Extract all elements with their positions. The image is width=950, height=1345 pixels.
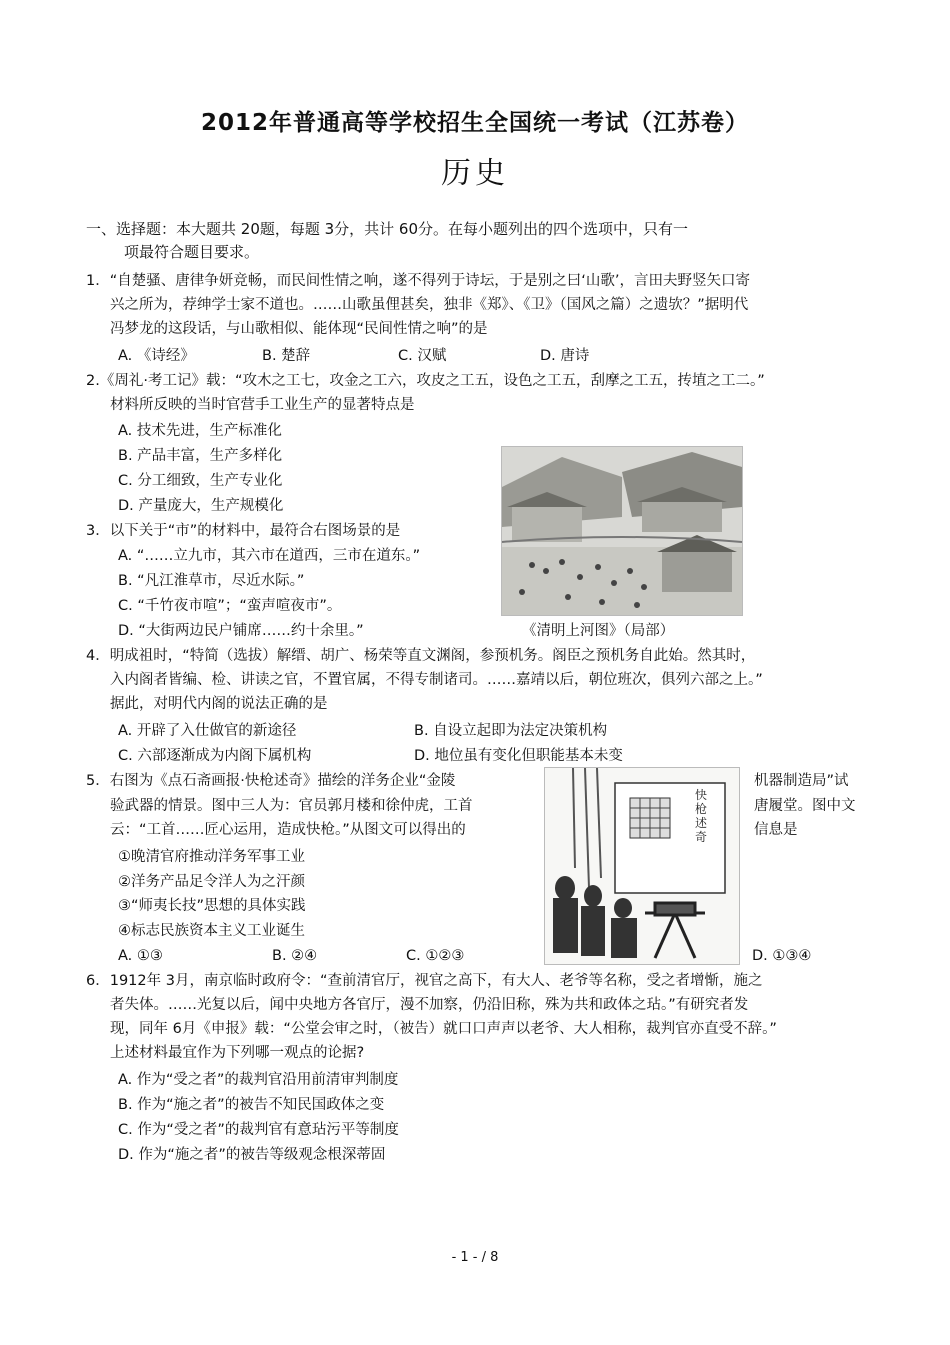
q6-option-b: B. 作为“施之者”的被告不知民国政体之变 (118, 1097, 385, 1113)
qingming-caption: 《清明上河图》（局部） (522, 623, 675, 639)
q2-stem-line2: 材料所反映的当时官营手工业生产的显著特点是 (110, 397, 415, 413)
q4-stem-line3: 据此，对明代内阁的说法正确的是 (110, 696, 328, 712)
q3-option-c: C. “千竹夜市喧”；“蛮声喧夜市”。 (118, 598, 342, 614)
q5-stem-line3-right: 信息是 (754, 822, 798, 838)
q4-option-b: B. 自设立起即为法定决策机构 (414, 723, 608, 739)
q5-option-b: B. ②④ (272, 948, 318, 964)
q3-option-a: A. “……立九市，其六市在道西，三市在道东。” (118, 548, 421, 564)
q2-stem-line1: 2.《周礼·考工记》载：“攻木之工七，攻金之工六，攻皮之工五，设色之工五，刮摩之工五，抟埴之工二。” (86, 373, 765, 389)
q5-stem-line1-right: 机器制造局”试 (754, 773, 849, 789)
q4-option-d: D. 地位虽有变化但职能基本未变 (414, 748, 623, 764)
q6-stem-line3: 现，同年 6月《申报》载：“公堂会审之时，（被告）就口口声声以老爷、大人相称，裁判官亦直受不辞。” (110, 1021, 777, 1037)
q2-option-a: A. 技术先进，生产标准化 (118, 423, 282, 439)
q1-stem-line1: 1．“自楚骚、唐律争妍竞畅，而民间性情之响，遂不得列于诗坛，于是别之曰‘山歌’，言田夫野竖矢口寄 (86, 273, 750, 289)
q2-option-c: C. 分工细致，生产专业化 (118, 473, 283, 489)
q4-option-c: C. 六部逐渐成为内阁下属机构 (118, 748, 312, 764)
q2-option-d: D. 产量庞大，生产规模化 (118, 498, 284, 514)
q4-stem-line2: 入内阁者皆编、检、讲读之官，不置官属，不得专制诸司。……嘉靖以后，朝位班次，俱列六部之上。” (110, 672, 763, 688)
q6-option-c: C. 作为“受之者”的裁判官有意玷污平等制度 (118, 1122, 399, 1138)
q1-stem-line3: 冯梦龙的这段话，与山歌相似、能体现“民间性情之响”的是 (110, 321, 488, 337)
q6-stem-line2: 者失体。……光复以后，闻中央地方各官厅，漫不加察，仍沿旧称，殊为共和政体之玷。”有研究者发 (110, 997, 749, 1013)
section-heading-line2: 项最符合题目要求。 (124, 243, 260, 261)
q5-option-c: C. ①②③ (406, 948, 465, 964)
page-number: - 1 - / 8 (451, 1250, 499, 1265)
q4-option-a: A. 开辟了入仕做官的新途径 (118, 723, 297, 739)
q1-option-b: B. 楚辞 (262, 348, 311, 364)
q1-option-d: D. 唐诗 (540, 348, 590, 364)
kuaiqiang-shuqi-image (544, 767, 740, 965)
q4-stem-line1: 4．明成祖时，“特简（选拔）解缙、胡广、杨荣等直文渊阁，参预机务。阁臣之预机务自此始。然其时， (86, 648, 756, 664)
q1-option-c: C. 汉赋 (398, 348, 447, 364)
q5-item-3: ③“师夷长技”思想的具体实践 (118, 898, 306, 914)
q5-item-4: ④标志民族资本主义工业诞生 (118, 923, 305, 939)
q5-stem-line2-left: 验武器的情景。图中三人为：官员郭月楼和徐仲虎，工首 (110, 798, 473, 814)
q2-option-b: B. 产品丰富，生产多样化 (118, 448, 283, 464)
q5-item-2: ②洋务产品足令洋人为之汗颜 (118, 874, 305, 890)
qingming-painting-image (501, 446, 743, 616)
q5-option-d: D. ①③④ (752, 948, 812, 964)
q5-stem-line3-left: 云：“工首……匠心运用，造成快枪。”从图文可以得出的 (110, 822, 466, 838)
q6-option-d: D. 作为“施之者”的被告等级观念根深蒂固 (118, 1147, 386, 1163)
q6-stem-line1: 6．1912年 3月，南京临时政府令：“查前清官厅，视官之高下，有大人、老爷等名称，受之者增惭，施之 (86, 973, 763, 989)
q5-stem-line2-right: 唐履堂。图中文 (754, 798, 856, 814)
subject-title: 历史 (441, 156, 509, 191)
image-inscription: 快枪述奇 (695, 788, 708, 844)
section-heading-line1: 一、选择题：本大题共 20题，每题 3分，共计 60分。在每小题列出的四个选项中，只有一 (86, 220, 689, 238)
q3-option-b: B. “凡江淮草市，尽近水际。” (118, 573, 305, 589)
q5-item-1: ①晚清官府推动洋务军事工业 (118, 849, 305, 865)
exam-title: 2012年普通高等学校招生全国统一考试（江苏卷） (200, 110, 749, 136)
q3-option-d: D. “大街两边民户铺席……约十余里。” (118, 623, 364, 639)
q5-stem-line1-left: 5．右图为《点石斋画报·快枪述奇》描绘的洋务企业“金陵 (86, 773, 456, 789)
q3-stem: 3．以下关于“市”的材料中，最符合右图场景的是 (86, 523, 401, 539)
q6-stem-line4: 上述材料最宜作为下列哪一观点的论据? (110, 1045, 365, 1061)
q6-option-a: A. 作为“受之者”的裁判官沿用前清审判制度 (118, 1072, 399, 1088)
q5-option-a: A. ①③ (118, 948, 163, 964)
q1-stem-line2: 兴之所为，荐绅学士家不道也。……山歌虽俚甚矣，独非《郑》、《卫》（国风之篇）之遗欤？”据明代 (110, 297, 749, 313)
q1-option-a: A. 《诗经》 (118, 348, 195, 364)
